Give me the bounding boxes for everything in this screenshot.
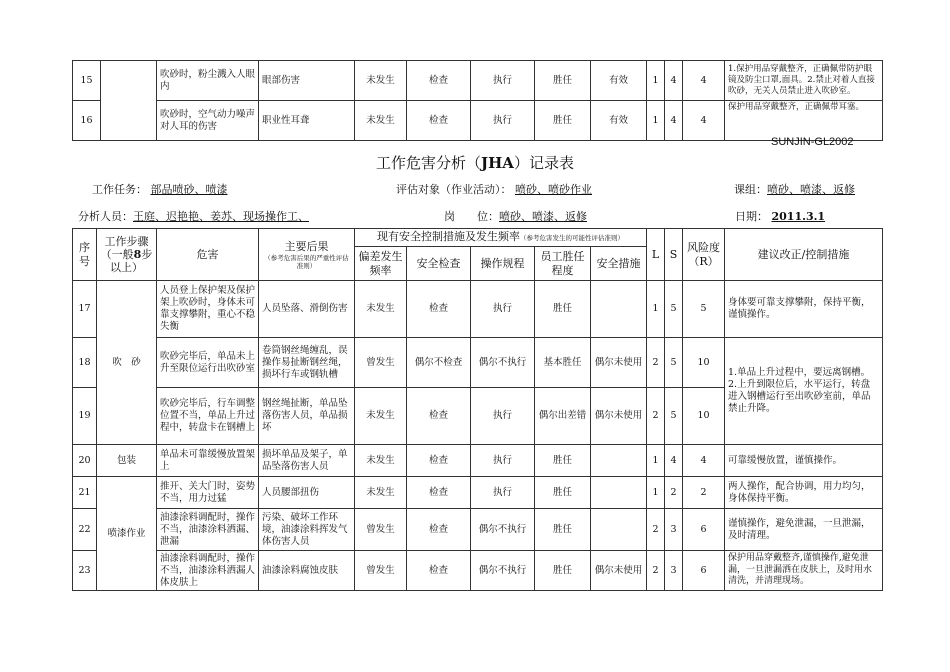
r-value: 4: [683, 61, 725, 101]
l-value: 2: [647, 388, 665, 445]
header-l: L: [647, 229, 665, 281]
l-value: 2: [647, 551, 665, 591]
hazard-cell: 人员登上保护架及保护架上吹砂时，身体未可靠支撑攀附，重心不稳失衡: [157, 281, 259, 338]
l-value: 1: [647, 61, 665, 101]
consequence-cell: 卷筒钢丝绳缠乱，误操作易扯断钢丝绳，损坏行车或钢轨槽: [259, 338, 355, 388]
consequence-cell: 钢丝绳扯断，单品坠落伤害人员，单品损坏: [259, 388, 355, 445]
consequence-cell: 损坏单品及架子，单品坠落伤害人员: [259, 445, 355, 477]
competence-cell: 偶尔出差错: [535, 388, 591, 445]
header-row: [73, 229, 883, 247]
deviation-cell: 未发生: [355, 388, 407, 445]
row-number: 15: [73, 61, 101, 101]
deviation-cell: 未发生: [355, 61, 407, 101]
procedure-cell: 执行: [471, 477, 535, 509]
inspection-cell: 检查: [407, 445, 471, 477]
s-value: 3: [665, 509, 683, 551]
header-deviation: 偏差发生频率: [355, 247, 407, 281]
hazard-cell: 吹砂完毕后，行车调整位置不当，单品上升过程中，转盘卡在钢槽上: [157, 388, 259, 445]
header-step: 工作步骤（一般8步以上）: [97, 229, 157, 281]
l-value: 2: [647, 338, 665, 388]
hazard-analysis-table: [72, 228, 883, 591]
consequence-cell: 油漆涂料腐蚀皮肤: [259, 551, 355, 591]
hazard-cell: 吹砂时，空气动力噪声对人耳的伤害: [157, 101, 259, 141]
analysts-field: 分析人员：王庭、迟艳艳、姜苏、现场操作工、: [78, 210, 309, 223]
suggestion-cell: 两人操作，配合协调，用力均匀，身体保持平衡。: [725, 477, 883, 509]
hazard-cell: 推开、关大门时，姿势不当，用力过猛: [157, 477, 259, 509]
row-number: 21: [73, 477, 97, 509]
measures-cell: 有效: [591, 61, 647, 101]
header-s: S: [665, 229, 683, 281]
header-hazard: 危害: [157, 229, 259, 281]
r-value: 6: [683, 509, 725, 551]
r-value: 10: [683, 388, 725, 445]
competence-cell: 胜任: [535, 281, 591, 338]
procedure-cell: 执行: [471, 61, 535, 101]
deviation-cell: 曾发生: [355, 551, 407, 591]
s-value: 2: [665, 477, 683, 509]
header-inspection: 安全检查: [407, 247, 471, 281]
r-value: 4: [683, 101, 725, 141]
deviation-cell: 曾发生: [355, 509, 407, 551]
inspection-cell: 检查: [407, 509, 471, 551]
object-field: 评估对象（作业活动）： 喷砂、喷砂作业: [396, 183, 592, 196]
competence-cell: 胜任: [535, 61, 591, 101]
page-title: 工作危害分析（JHA）记录表: [376, 154, 574, 172]
measures-cell: 有效: [591, 101, 647, 141]
inspection-cell: 检查: [407, 551, 471, 591]
header-controls: 现有安全控制措施及发生频率（参考危害发生的可能性评估准则）: [355, 229, 647, 247]
hazard-cell: 油漆涂料调配时，操作不当，油漆涂料洒漏、泄漏: [157, 509, 259, 551]
s-value: 5: [665, 281, 683, 338]
measures-cell: [591, 477, 647, 509]
r-value: 6: [683, 551, 725, 591]
procedure-cell: 执行: [471, 101, 535, 141]
suggestion-cell: 谨慎操作，避免泄漏，一旦泄漏，及时清理。: [725, 509, 883, 551]
r-value: 10: [683, 338, 725, 388]
table-row: [73, 61, 883, 101]
competence-cell: 基本胜任: [535, 338, 591, 388]
table-row: [73, 281, 883, 338]
deviation-cell: 曾发生: [355, 338, 407, 388]
procedure-cell: 执行: [471, 281, 535, 338]
date-field: 日期： 2011.3.1: [735, 210, 826, 223]
row-number: 23: [73, 551, 97, 591]
measures-cell: [591, 281, 647, 338]
procedure-cell: 偶尔不执行: [471, 551, 535, 591]
suggestion-cell: 可靠缓慢放置，谨慎操作。: [725, 445, 883, 477]
suggestion-cell: 身体要可靠支撑攀附，保持平衡，谨慎操作。: [725, 281, 883, 338]
measures-cell: 偶尔未使用: [591, 551, 647, 591]
suggestion-cell-merged: 1.单品上升过程中，要远离钢槽。2.上升到限位后，水平运行，转盘进入钢槽运行至出吹砂室前，单品禁止升降。: [725, 338, 883, 445]
row-number: 18: [73, 338, 97, 388]
s-value: 3: [665, 551, 683, 591]
table-row: [73, 101, 883, 141]
header-risk: 风险度 （R）: [683, 229, 725, 281]
inspection-cell: 检查: [407, 281, 471, 338]
position-field: 岗 位：喷砂、喷漆、返修: [444, 210, 587, 223]
s-value: 4: [665, 101, 683, 141]
header-competence: 员工胜任程度: [535, 247, 591, 281]
deviation-cell: 未发生: [355, 445, 407, 477]
deviation-cell: 未发生: [355, 101, 407, 141]
s-value: 4: [665, 61, 683, 101]
measures-cell: [591, 445, 647, 477]
inspection-cell: 检查: [407, 388, 471, 445]
step-cell-packing: 包装: [97, 445, 157, 477]
table-row: [73, 477, 883, 509]
s-value: 4: [665, 445, 683, 477]
table-row: [73, 551, 883, 591]
row-number: 17: [73, 281, 97, 338]
measures-cell: 偶尔未使用: [591, 388, 647, 445]
inspection-cell: 检查: [407, 61, 471, 101]
l-value: 1: [647, 445, 665, 477]
suggestion-cell: 1.保护用品穿戴整齐，正确佩带防护眼镜及防尘口罩,面具。2.禁止对着人直接吹砂，无关人员禁止进入吹砂室。: [725, 61, 883, 101]
hazard-cell: 吹砂完毕后，单品未上升至限位运行出吹砂室: [157, 338, 259, 388]
table-row: [73, 445, 883, 477]
header-no: 序号: [73, 229, 97, 281]
step-cell-blasting: 吹 砂: [97, 281, 157, 445]
competence-cell: 胜任: [535, 477, 591, 509]
document-code: SUNJIN-GL2002: [771, 136, 854, 148]
header-suggestion: 建议改正/控制措施: [725, 229, 883, 281]
step-cell-painting: 喷漆作业: [97, 477, 157, 591]
row-number: 19: [73, 388, 97, 445]
header-consequence: 主要后果 （参考危害后果的严重性评估准则）: [259, 229, 355, 281]
l-value: 2: [647, 509, 665, 551]
table-row: [73, 338, 883, 388]
row-number: 16: [73, 101, 101, 141]
header-procedure: 操作规程: [471, 247, 535, 281]
l-value: 1: [647, 101, 665, 141]
hazard-cell: 吹砂时，粉尘溅入人眼内: [157, 61, 259, 101]
hazard-cell: 单品未可靠缓慢放置架上: [157, 445, 259, 477]
procedure-cell: 执行: [471, 388, 535, 445]
header-measures: 安全措施: [591, 247, 647, 281]
table-row: [73, 509, 883, 551]
procedure-cell: 偶尔不执行: [471, 509, 535, 551]
task-field: 工作任务： 部品喷砂、喷漆: [92, 183, 228, 196]
consequence-cell: 污染、破坏工作环境，油漆涂料挥发气体伤害人员: [259, 509, 355, 551]
consequence-cell: 人员腰部扭伤: [259, 477, 355, 509]
inspection-cell: 检查: [407, 477, 471, 509]
deviation-cell: 未发生: [355, 281, 407, 338]
step-cell: [101, 61, 157, 141]
competence-cell: 胜任: [535, 551, 591, 591]
hazard-cell: 油漆涂料调配时，操作不当，油漆涂料洒漏人体皮肤上: [157, 551, 259, 591]
l-value: 1: [647, 281, 665, 338]
inspection-cell: 偶尔不检查: [407, 338, 471, 388]
l-value: 1: [647, 477, 665, 509]
competence-cell: 胜任: [535, 445, 591, 477]
measures-cell: [591, 509, 647, 551]
r-value: 4: [683, 445, 725, 477]
suggestion-cell: 保护用品穿戴整齐,谨慎操作,避免泄漏，一旦泄漏洒在皮肤上，及时用水清洗，并清理现场。: [725, 551, 883, 591]
row-number: 22: [73, 509, 97, 551]
s-value: 5: [665, 388, 683, 445]
consequence-cell: 职业性耳聋: [259, 101, 355, 141]
competence-cell: 胜任: [535, 509, 591, 551]
inspection-cell: 检查: [407, 101, 471, 141]
competence-cell: 胜任: [535, 101, 591, 141]
suggestion-cell: 保护用品穿戴整齐，正确佩带耳塞。: [725, 101, 883, 141]
group-field: 课组：喷砂、喷漆、返修: [734, 183, 855, 196]
continued-hazard-table: [72, 60, 883, 141]
r-value: 2: [683, 477, 725, 509]
s-value: 5: [665, 338, 683, 388]
procedure-cell: 偶尔不执行: [471, 338, 535, 388]
procedure-cell: 执行: [471, 445, 535, 477]
row-number: 20: [73, 445, 97, 477]
r-value: 5: [683, 281, 725, 338]
deviation-cell: 未发生: [355, 477, 407, 509]
consequence-cell: 人员坠落、滑倒伤害: [259, 281, 355, 338]
measures-cell: 偶尔未使用: [591, 338, 647, 388]
consequence-cell: 眼部伤害: [259, 61, 355, 101]
